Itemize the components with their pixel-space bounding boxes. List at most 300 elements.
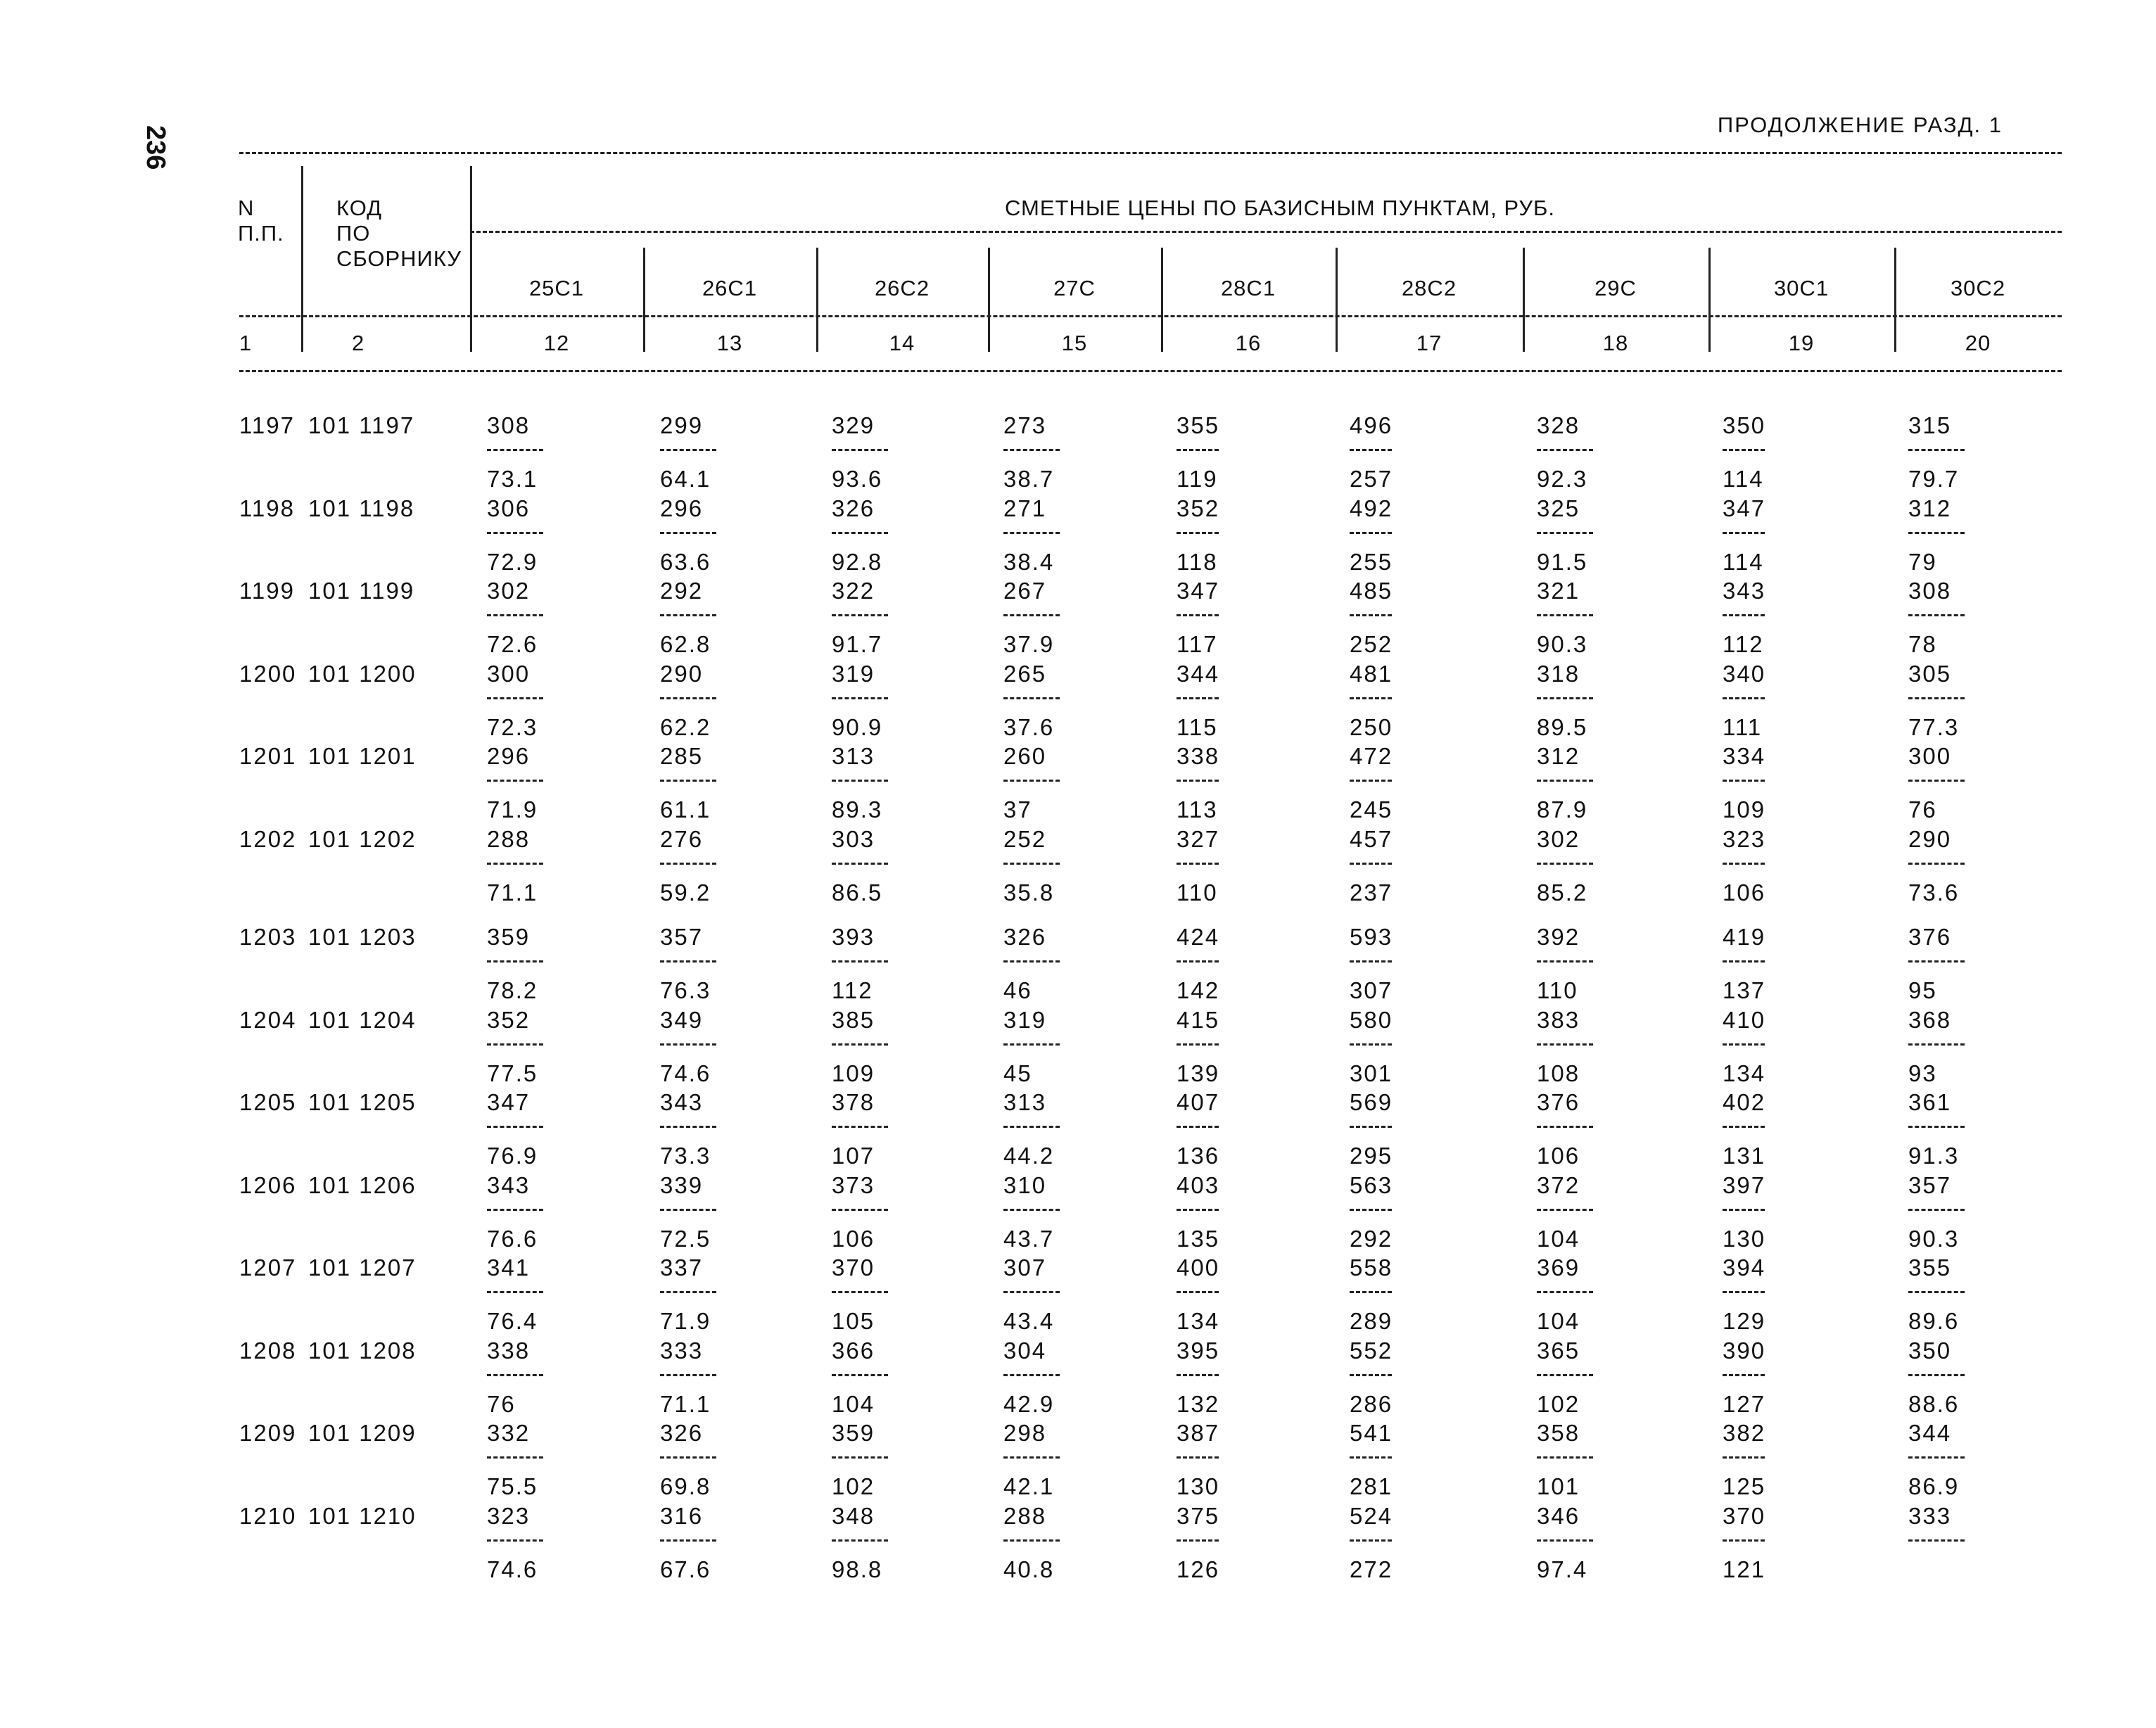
- row-code: 101 1209: [308, 1420, 417, 1446]
- price-top: 252: [1003, 825, 1047, 852]
- fraction-bar: [1350, 532, 1392, 534]
- price-bottom: 79: [1908, 548, 1937, 575]
- price-top: 372: [1537, 1171, 1580, 1198]
- price-top: 271: [1003, 495, 1047, 521]
- row-number: 1204: [239, 1006, 297, 1033]
- price-top: 403: [1177, 1171, 1220, 1198]
- price-top: 580: [1350, 1006, 1393, 1033]
- fraction-bar: [1908, 532, 1965, 534]
- fraction-bar: [1350, 1539, 1392, 1542]
- price-top: 382: [1723, 1420, 1766, 1446]
- price-bottom: 76.3: [660, 977, 711, 1003]
- fraction-bar: [660, 1043, 716, 1046]
- price-top: 485: [1350, 578, 1393, 604]
- price-top: 315: [1908, 412, 1952, 438]
- price-bottom: 43.7: [1003, 1225, 1055, 1252]
- vbar-n: [301, 166, 303, 352]
- fraction-bar: [1537, 1043, 1593, 1046]
- fraction-bar: [1177, 1209, 1219, 1211]
- row-number: 1200: [239, 660, 297, 687]
- price-bottom: 78.2: [487, 977, 538, 1003]
- price-bottom: 237: [1350, 879, 1393, 906]
- price-bottom: 139: [1177, 1060, 1220, 1086]
- price-bottom: 104: [1537, 1225, 1580, 1252]
- fraction-bar: [832, 449, 888, 451]
- price-top: 325: [1537, 495, 1580, 521]
- price-bottom: 78: [1908, 631, 1937, 657]
- price-bottom: 73.1: [487, 466, 538, 492]
- price-bottom: 72.5: [660, 1225, 711, 1252]
- fraction-bar: [1350, 697, 1392, 699]
- row-number: 1201: [239, 743, 297, 769]
- row-code: 101 1199: [308, 578, 415, 604]
- fraction-bar: [1908, 960, 1965, 963]
- price-top: 369: [1537, 1254, 1580, 1281]
- price-top: 288: [1003, 1502, 1047, 1529]
- price-bottom: 111: [1723, 713, 1763, 740]
- vbar-point: [1894, 248, 1896, 352]
- price-bottom: 101: [1537, 1473, 1580, 1499]
- rule-top: [239, 152, 2062, 154]
- price-top: 541: [1350, 1420, 1393, 1446]
- price-top: 375: [1177, 1502, 1220, 1529]
- price-top: 457: [1350, 825, 1393, 852]
- vbar-point: [1336, 248, 1338, 352]
- fraction-bar: [1003, 1043, 1060, 1046]
- price-bottom: 74.6: [660, 1060, 711, 1086]
- fraction-bar: [1350, 960, 1392, 963]
- price-top: 347: [1177, 578, 1220, 604]
- price-top: 376: [1537, 1089, 1580, 1115]
- price-bottom: 92.3: [1537, 466, 1588, 492]
- header-code-line: СБОРНИКУ: [336, 246, 462, 271]
- fraction-bar: [1177, 1126, 1219, 1128]
- price-top: 307: [1003, 1254, 1047, 1281]
- header-point-3: 27С: [1053, 276, 1096, 300]
- price-top: 323: [487, 1502, 531, 1529]
- header-colnum-0: 1: [239, 331, 253, 355]
- header-point-8: 30С2: [1950, 276, 2006, 300]
- price-top: 376: [1908, 924, 1952, 950]
- price-bottom: 64.1: [660, 466, 711, 492]
- price-bottom: 86.9: [1908, 1473, 1960, 1499]
- price-top: 343: [487, 1171, 531, 1198]
- fraction-bar: [1537, 1456, 1593, 1459]
- fraction-bar: [1003, 1456, 1060, 1459]
- header-colnum-6: 16: [1235, 331, 1262, 355]
- fraction-bar: [832, 1043, 888, 1046]
- price-top: 385: [832, 1006, 875, 1033]
- row-number: 1208: [239, 1337, 297, 1364]
- price-bottom: 87.9: [1537, 796, 1588, 822]
- price-top: 472: [1350, 743, 1393, 769]
- price-top: 319: [1003, 1006, 1047, 1033]
- fraction-bar: [1537, 1374, 1593, 1376]
- price-top: 318: [1537, 660, 1580, 687]
- fraction-bar: [1003, 1126, 1060, 1128]
- price-top: 352: [487, 1006, 531, 1033]
- price-bottom: 90.9: [832, 713, 883, 740]
- price-bottom: 62.8: [660, 631, 711, 657]
- price-bottom: 307: [1350, 977, 1393, 1003]
- price-top: 346: [1537, 1502, 1580, 1529]
- row-number: 1202: [239, 825, 297, 852]
- fraction-bar: [1723, 1291, 1765, 1293]
- fraction-bar: [1350, 1374, 1392, 1376]
- price-bottom: 121: [1723, 1556, 1766, 1582]
- price-bottom: 126: [1177, 1556, 1220, 1582]
- price-bottom: 42.1: [1003, 1473, 1055, 1499]
- fraction-bar: [487, 697, 543, 699]
- price-top: 344: [1908, 1420, 1952, 1446]
- fraction-bar: [1723, 863, 1765, 865]
- price-top: 347: [1723, 495, 1766, 521]
- fraction-bar: [1350, 449, 1392, 451]
- fraction-bar: [1177, 1539, 1219, 1542]
- price-top: 415: [1177, 1006, 1220, 1033]
- fraction-bar: [1537, 532, 1593, 534]
- fraction-bar: [1350, 1291, 1392, 1293]
- fraction-bar: [660, 1209, 716, 1211]
- vbar-point: [816, 248, 818, 352]
- fraction-bar: [1177, 449, 1219, 451]
- fraction-bar: [487, 863, 543, 865]
- fraction-bar: [1723, 1126, 1765, 1128]
- price-top: 333: [1908, 1502, 1952, 1529]
- row-code: 101 1205: [308, 1089, 417, 1115]
- row-code: 101 1203: [308, 924, 417, 950]
- row-code: 101 1206: [308, 1171, 417, 1198]
- fraction-bar: [1537, 1126, 1593, 1128]
- header-point-6: 29С: [1594, 276, 1637, 300]
- price-top: 267: [1003, 578, 1047, 604]
- price-top: 357: [1908, 1171, 1952, 1198]
- price-top: 352: [1177, 495, 1220, 521]
- header-colnum-7: 17: [1416, 331, 1442, 355]
- price-bottom: 112: [832, 977, 873, 1003]
- price-bottom: 110: [1537, 977, 1578, 1003]
- price-bottom: 134: [1723, 1060, 1766, 1086]
- price-bottom: 76: [1908, 796, 1937, 822]
- price-top: 329: [832, 412, 875, 438]
- price-bottom: 130: [1177, 1473, 1220, 1499]
- fraction-bar: [1350, 1043, 1392, 1046]
- price-bottom: 42.9: [1003, 1390, 1055, 1417]
- price-bottom: 114: [1723, 548, 1764, 575]
- price-bottom: 142: [1177, 977, 1220, 1003]
- page-number: 236: [141, 125, 170, 170]
- fraction-bar: [487, 614, 543, 616]
- fraction-bar: [832, 863, 888, 865]
- price-top: 357: [660, 924, 704, 950]
- row-number: 1209: [239, 1420, 297, 1446]
- price-top: 368: [1908, 1006, 1952, 1033]
- fraction-bar: [1537, 697, 1593, 699]
- price-bottom: 61.1: [660, 796, 711, 822]
- rule-numbers: [239, 370, 2062, 372]
- price-top: 334: [1723, 743, 1766, 769]
- fraction-bar: [487, 1126, 543, 1128]
- price-top: 310: [1003, 1171, 1047, 1198]
- price-bottom: 91.5: [1537, 548, 1588, 575]
- price-top: 373: [832, 1171, 875, 1198]
- fraction-bar: [1003, 614, 1060, 616]
- fraction-bar: [1350, 1456, 1392, 1459]
- fraction-bar: [1003, 1291, 1060, 1293]
- fraction-bar: [1537, 1291, 1593, 1293]
- price-top: 322: [832, 578, 875, 604]
- price-bottom: 112: [1723, 631, 1764, 657]
- price-bottom: 292: [1350, 1225, 1393, 1252]
- price-bottom: 76: [487, 1390, 516, 1417]
- price-top: 552: [1350, 1337, 1393, 1364]
- fraction-bar: [1537, 960, 1593, 963]
- row-code: 101 1201: [308, 743, 417, 769]
- fraction-bar: [1908, 1456, 1965, 1459]
- price-top: 407: [1177, 1089, 1220, 1115]
- fraction-bar: [1003, 1374, 1060, 1376]
- fraction-bar: [1537, 863, 1593, 865]
- fraction-bar: [660, 697, 716, 699]
- price-bottom: 77.5: [487, 1060, 538, 1086]
- price-top: 355: [1177, 412, 1220, 438]
- fraction-bar: [1177, 1291, 1219, 1293]
- price-bottom: 135: [1177, 1225, 1220, 1252]
- price-top: 492: [1350, 495, 1393, 521]
- fraction-bar: [1350, 1126, 1392, 1128]
- fraction-bar: [660, 1374, 716, 1376]
- price-top: 370: [832, 1254, 875, 1281]
- price-bottom: 105: [832, 1308, 875, 1334]
- price-top: 312: [1537, 743, 1580, 769]
- price-bottom: 71.1: [660, 1390, 711, 1417]
- fraction-bar: [832, 1374, 888, 1376]
- row-code: 101 1200: [308, 660, 417, 687]
- price-bottom: 37: [1003, 796, 1032, 822]
- price-top: 481: [1350, 660, 1393, 687]
- vbar-point: [988, 248, 990, 352]
- price-bottom: 104: [1537, 1308, 1580, 1334]
- price-bottom: 106: [832, 1225, 875, 1252]
- price-bottom: 77.3: [1908, 713, 1960, 740]
- fraction-bar: [1908, 449, 1965, 451]
- price-top: 333: [660, 1337, 704, 1364]
- fraction-bar: [1723, 1043, 1765, 1046]
- fraction-bar: [832, 1291, 888, 1293]
- fraction-bar: [1003, 449, 1060, 451]
- price-top: 300: [1908, 743, 1952, 769]
- price-top: 347: [487, 1089, 531, 1115]
- row-code: 101 1207: [308, 1254, 417, 1281]
- fraction-bar: [832, 1209, 888, 1211]
- price-top: 332: [487, 1420, 531, 1446]
- fraction-bar: [1177, 1374, 1219, 1376]
- price-top: 395: [1177, 1337, 1220, 1364]
- price-top: 343: [1723, 578, 1766, 604]
- price-top: 348: [832, 1502, 875, 1529]
- price-top: 424: [1177, 924, 1220, 950]
- price-top: 292: [660, 578, 704, 604]
- fraction-bar: [1177, 1043, 1219, 1046]
- price-bottom: 35.8: [1003, 879, 1055, 906]
- vbar-point: [1708, 248, 1711, 352]
- price-bottom: 106: [1723, 879, 1766, 906]
- price-bottom: 272: [1350, 1556, 1393, 1582]
- price-top: 299: [660, 412, 704, 438]
- price-bottom: 40.8: [1003, 1556, 1055, 1582]
- header-n-line: П.П.: [238, 221, 284, 246]
- price-bottom: 79.7: [1908, 466, 1960, 492]
- header-point-2: 26С2: [874, 276, 930, 300]
- header-colnum-3: 13: [716, 331, 743, 355]
- fraction-bar: [1003, 1209, 1060, 1211]
- fraction-bar: [1908, 1209, 1965, 1211]
- header-n-line: N: [238, 196, 255, 220]
- fraction-bar: [487, 532, 543, 534]
- price-top: 326: [832, 495, 875, 521]
- price-bottom: 113: [1177, 796, 1218, 822]
- price-top: 337: [660, 1254, 704, 1281]
- price-top: 378: [832, 1089, 875, 1115]
- price-bottom: 37.9: [1003, 631, 1055, 657]
- header-point-4: 28С1: [1220, 276, 1276, 300]
- price-bottom: 72.6: [487, 631, 538, 657]
- fraction-bar: [487, 1374, 543, 1376]
- price-bottom: 136: [1177, 1143, 1220, 1169]
- price-bottom: 107: [832, 1143, 875, 1169]
- fraction-bar: [1177, 697, 1219, 699]
- row-number: 1197: [239, 412, 295, 438]
- fraction-bar: [1177, 1456, 1219, 1459]
- price-top: 419: [1723, 924, 1766, 950]
- price-top: 350: [1908, 1337, 1952, 1364]
- price-bottom: 130: [1723, 1225, 1766, 1252]
- price-top: 260: [1003, 743, 1047, 769]
- fraction-bar: [1003, 532, 1060, 534]
- price-bottom: 45: [1003, 1060, 1032, 1086]
- price-bottom: 73.3: [660, 1143, 711, 1169]
- price-bottom: 85.2: [1537, 879, 1588, 906]
- price-top: 344: [1177, 660, 1220, 687]
- price-bottom: 71.1: [487, 879, 538, 906]
- price-bottom: 108: [1537, 1060, 1580, 1086]
- price-bottom: 74.6: [487, 1556, 538, 1582]
- fraction-bar: [487, 1209, 543, 1211]
- price-bottom: 86.5: [832, 879, 883, 906]
- price-top: 296: [660, 495, 704, 521]
- row-number: 1210: [239, 1502, 297, 1529]
- price-top: 338: [487, 1337, 531, 1364]
- price-bottom: 117: [1177, 631, 1218, 657]
- fraction-bar: [832, 960, 888, 963]
- header-code-line: ПО: [336, 221, 371, 246]
- fraction-bar: [832, 697, 888, 699]
- price-top: 298: [1003, 1420, 1047, 1446]
- fraction-bar: [1537, 1209, 1593, 1211]
- price-bottom: 125: [1723, 1473, 1766, 1499]
- price-top: 326: [1003, 924, 1047, 950]
- price-bottom: 245: [1350, 796, 1393, 822]
- fraction-bar: [1723, 1456, 1765, 1459]
- price-top: 593: [1350, 924, 1393, 950]
- fraction-bar: [660, 532, 716, 534]
- fraction-bar: [660, 449, 716, 451]
- header-colnum-5: 15: [1061, 331, 1088, 355]
- fraction-bar: [487, 1291, 543, 1293]
- price-bottom: 127: [1723, 1390, 1766, 1417]
- price-bottom: 137: [1723, 977, 1766, 1003]
- price-top: 392: [1537, 924, 1580, 950]
- vbar-point: [1523, 248, 1525, 352]
- price-bottom: 46: [1003, 977, 1032, 1003]
- price-bottom: 72.3: [487, 713, 538, 740]
- fraction-bar: [832, 780, 888, 782]
- fraction-bar: [1908, 1291, 1965, 1293]
- price-bottom: 73.6: [1908, 879, 1960, 906]
- price-top: 313: [1003, 1089, 1047, 1115]
- fraction-bar: [1723, 532, 1765, 534]
- price-top: 359: [832, 1420, 875, 1446]
- price-top: 312: [1908, 495, 1952, 521]
- price-top: 370: [1723, 1502, 1766, 1529]
- price-bottom: 109: [1723, 796, 1766, 822]
- fraction-bar: [1350, 614, 1392, 616]
- price-bottom: 134: [1177, 1308, 1220, 1334]
- price-top: 308: [487, 412, 531, 438]
- fraction-bar: [832, 532, 888, 534]
- header-point-1: 26С1: [702, 276, 758, 300]
- header-colnum-10: 20: [1965, 331, 1991, 355]
- price-bottom: 286: [1350, 1390, 1393, 1417]
- fraction-bar: [660, 863, 716, 865]
- price-bottom: 102: [1537, 1390, 1580, 1417]
- row-code: 101 1198: [308, 495, 415, 521]
- price-bottom: 89.3: [832, 796, 883, 822]
- price-bottom: 129: [1723, 1308, 1766, 1334]
- price-top: 350: [1723, 412, 1766, 438]
- price-top: 400: [1177, 1254, 1220, 1281]
- price-bottom: 97.4: [1537, 1556, 1588, 1582]
- price-top: 340: [1723, 660, 1766, 687]
- price-bottom: 257: [1350, 466, 1393, 492]
- price-top: 313: [832, 743, 875, 769]
- fraction-bar: [660, 1539, 716, 1542]
- price-bottom: 109: [832, 1060, 875, 1086]
- price-top: 393: [832, 924, 875, 950]
- price-bottom: 76.9: [487, 1143, 538, 1169]
- price-bottom: 43.4: [1003, 1308, 1055, 1334]
- price-bottom: 71.9: [660, 1308, 711, 1334]
- price-top: 327: [1177, 825, 1220, 852]
- price-top: 290: [660, 660, 704, 687]
- price-bottom: 106: [1537, 1143, 1580, 1169]
- price-top: 558: [1350, 1254, 1393, 1281]
- price-top: 383: [1537, 1006, 1580, 1033]
- header-group-title: СМЕТНЫЕ ЦЕНЫ ПО БАЗИСНЫМ ПУНКТАМ, РУБ.: [1005, 196, 1555, 220]
- fraction-bar: [660, 1126, 716, 1128]
- price-bottom: 95: [1908, 977, 1937, 1003]
- price-top: 300: [487, 660, 531, 687]
- price-top: 296: [487, 743, 531, 769]
- price-top: 323: [1723, 825, 1766, 852]
- continuation-title: ПРОДОЛЖЕНИЕ РАЗД. 1: [1717, 113, 2003, 137]
- header-point-0: 25С1: [528, 276, 585, 300]
- price-top: 302: [1537, 825, 1580, 852]
- price-bottom: 63.6: [660, 548, 711, 575]
- fraction-bar: [1723, 1374, 1765, 1376]
- price-top: 326: [660, 1420, 704, 1446]
- fraction-bar: [660, 614, 716, 616]
